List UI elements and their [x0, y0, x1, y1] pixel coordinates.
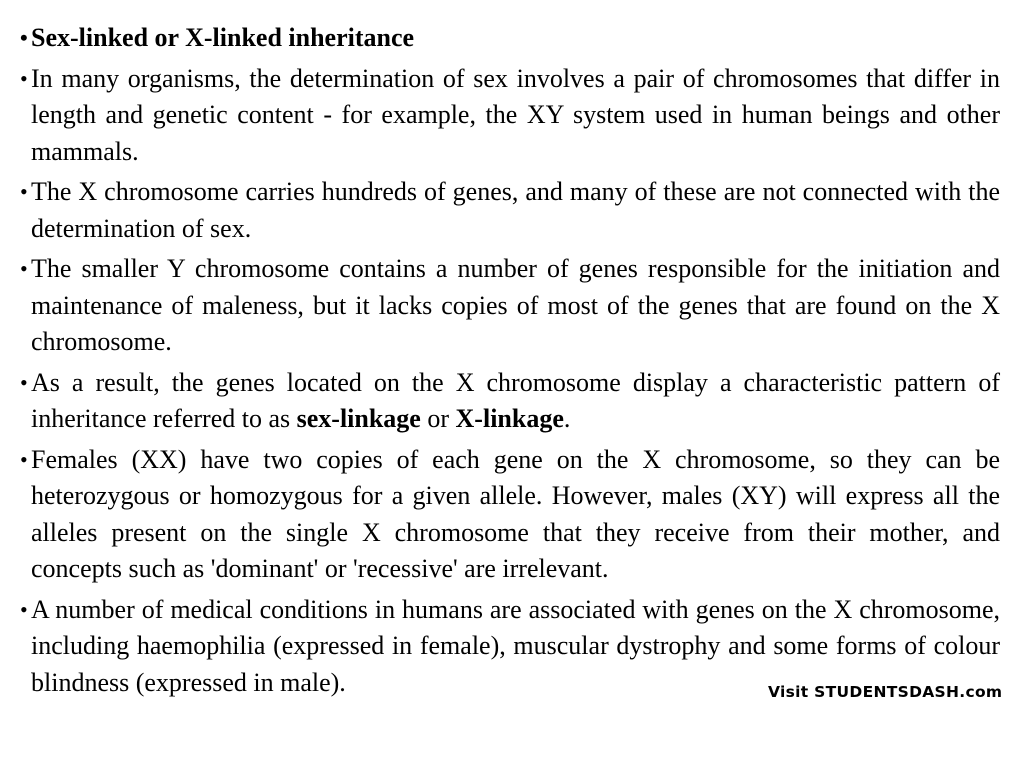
bullet-dot: • [20, 369, 28, 395]
watermark-text: Visit STUDENTSDASH.com [768, 683, 1003, 701]
bullet-dot: • [20, 25, 28, 50]
bullet-text-before: As a result, the genes located on the X chromosome display a characteristic pattern of inheritance referred to as [31, 367, 1000, 433]
bullet-text-after: . [563, 404, 571, 433]
bullet-dot: • [20, 256, 28, 281]
bullet-text-middle: or [420, 404, 456, 433]
bullet-item [20, 174, 1000, 247]
bullet-item [20, 61, 1000, 171]
bullet-dot: • [20, 179, 28, 204]
slide-title [20, 20, 1000, 57]
term-sex-linkage: sex-linkage [296, 404, 421, 433]
bullet-text: The smaller Y chromosome contains a number of genes responsible for the initiation and maintenance of maleness, but it lacks copies of most of the genes that are found on the X chromosome. [31, 254, 1000, 356]
bullet-text: The X chromosome carries hundreds of genes, and many of these are not connected with the determination of sex. [31, 177, 1000, 243]
bullet-list [20, 20, 1003, 705]
bullet-item [20, 365, 1000, 438]
bullet-dot: • [20, 596, 28, 622]
bullet-dot: • [20, 446, 28, 472]
bullet-dot: • [20, 65, 28, 91]
bullet-text: A number of medical conditions in humans are associated with genes on the X chromosome, including haemophilia (expressed in female), muscular dystrophy and some forms of colour blindness (expressed in male). [31, 594, 1000, 697]
bullet-item [20, 442, 1000, 588]
bullet-text: Females (XX) have two copies of each gene on the X chromosome, so they can be heterozygous or homozygous for a given allele. However, males (XY) will express all the alleles present on the single X chromosome that they receive from their mother, and concepts such as 'dominant' or 'recessive' are irrelevant. [31, 444, 1000, 583]
bullet-item [20, 251, 1000, 361]
slide-title-text: Sex-linked or X-linked inheritance [31, 23, 415, 52]
term-x-linkage: X-linkage [455, 404, 564, 433]
bullet-text: In many organisms, the determination of sex involves a pair of chromosomes that differ in length and genetic content - for example, the XY system used in human beings and other mammals. [31, 63, 1000, 166]
